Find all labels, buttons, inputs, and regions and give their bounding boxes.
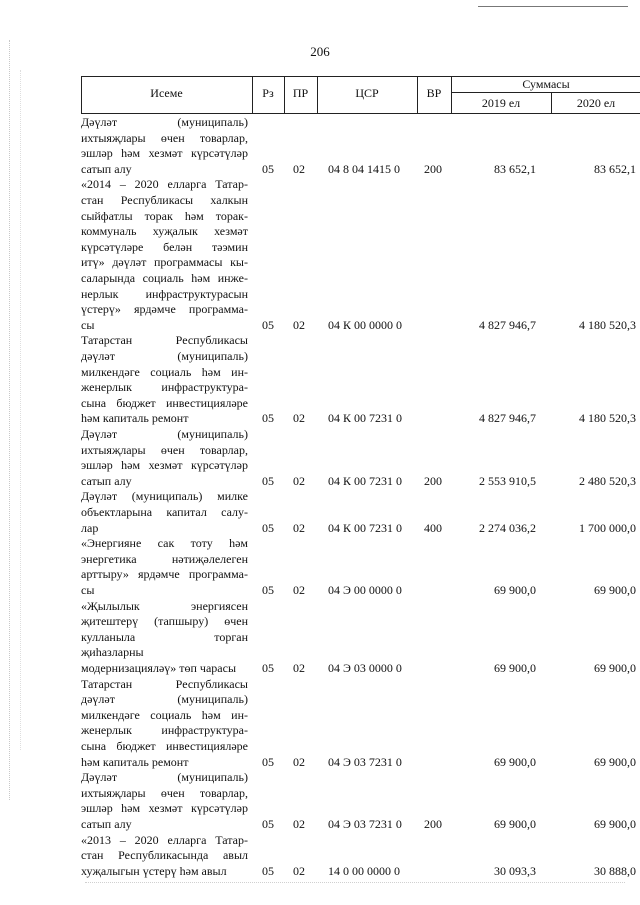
row-name-line: «2013 – 2020 елларга Татар- (81, 832, 248, 847)
row-name-line: эшләр һәм хезмәт күрсәтүләр (81, 801, 248, 816)
row-sum-2020: 69 900,0 (594, 816, 636, 831)
page-number: 206 (310, 44, 330, 59)
row-name (81, 536, 248, 598)
row-pr: 02 (293, 520, 305, 535)
row-sum-2020: 4 180 520,3 (579, 411, 636, 426)
row-name-line: Татарстан Республикасы (81, 333, 248, 348)
row-name-line: стан Республикасы халкын (81, 192, 248, 207)
row-csr: 04 К 00 7231 0 (328, 411, 403, 426)
row-rz: 05 (262, 863, 274, 878)
row-sum-2020: 69 900,0 (594, 660, 636, 675)
row-rz: 05 (262, 816, 274, 831)
row-rz: 05 (262, 754, 274, 769)
table-row (0, 677, 640, 771)
row-name (81, 489, 248, 536)
row-sum-2019: 69 900,0 (494, 816, 536, 831)
row-sum-2019: 2 553 910,5 (479, 473, 536, 488)
row-name (81, 833, 248, 880)
row-name-line: сыйфатлы торак һәм торак- (81, 208, 248, 223)
row-sum-2019: 4 827 946,7 (479, 411, 536, 426)
row-sum-2019: 2 274 036,2 (479, 520, 536, 535)
row-sum-2019: 69 900,0 (494, 660, 536, 675)
row-name-line: сатып алу (81, 816, 132, 831)
row-name-line: ихтыяҗлары өчен товарлар, (81, 442, 248, 457)
row-csr: 04 К 00 7231 0 (328, 473, 403, 488)
row-name-line: энергетика нәтиҗәлелеген (81, 551, 248, 566)
row-name-line: Дәүләт (муниципаль) (81, 115, 248, 129)
row-name-line: Дәүләт (муниципаль) милке (81, 489, 248, 504)
table-row (0, 177, 640, 333)
row-name-line: Татарстан Республикасы (81, 676, 248, 691)
row-name-line: үстерү» ярдәмче программа- (81, 302, 248, 317)
row-name-line: модернизацияләү» төп чарасы (81, 660, 237, 675)
row-pr: 02 (293, 473, 305, 488)
row-name-line: Дәүләт (муниципаль) (81, 427, 248, 441)
row-name (81, 333, 248, 427)
header-csr: ЦСР (355, 86, 379, 100)
header-year-2019: 2019 ел (481, 96, 521, 110)
row-name-line: милкендәге социаль һәм ин- (81, 707, 248, 722)
row-vr: 400 (424, 520, 442, 535)
row-pr: 02 (293, 754, 305, 769)
header-year-2020: 2020 ел (576, 96, 616, 110)
header-pr: ПР (292, 86, 309, 100)
row-sum-2019: 30 093,3 (494, 863, 536, 878)
row-sum-2020: 1 700 000,0 (579, 520, 636, 535)
row-csr: 04 8 04 1415 0 (328, 161, 400, 176)
row-csr: 04 Э 00 0000 0 (328, 582, 402, 597)
row-name-line: арттыру» ярдәмче программа- (81, 567, 248, 582)
header-rz: Рз (262, 86, 274, 100)
row-name (81, 770, 248, 832)
row-rz: 05 (262, 317, 274, 332)
row-name (81, 177, 248, 333)
row-sum-2020: 2 480 520,3 (579, 473, 636, 488)
top-rule (478, 6, 628, 7)
row-rz: 05 (262, 161, 274, 176)
row-csr: 04 К 00 0000 0 (328, 317, 403, 332)
row-name-line: эшләр һәм хезмәт күрсәтүләр (81, 458, 248, 473)
row-name-line: лар (81, 520, 99, 535)
row-name-line: күрсәтүләре белән тәэмин (81, 239, 248, 254)
row-csr: 14 0 00 0000 0 (328, 863, 400, 878)
row-csr: 04 Э 03 7231 0 (328, 816, 402, 831)
row-name-line: дәүләт (муниципаль) (81, 348, 248, 363)
row-name-line: сына бюджет инвестицияләре (81, 738, 248, 753)
row-pr: 02 (293, 660, 305, 675)
table-row (0, 115, 640, 177)
row-csr: 04 К 00 7231 0 (328, 520, 403, 535)
header-name: Исеме (150, 86, 183, 100)
row-name-line: милкендәге социаль һәм ин- (81, 364, 248, 379)
row-name-line: женерлык инфраструктура- (81, 723, 248, 738)
row-pr: 02 (293, 863, 305, 878)
row-name-line: сатып алу (81, 161, 132, 176)
table-row (0, 833, 640, 880)
row-sum-2019: 83 652,1 (494, 161, 536, 176)
table-row (0, 770, 640, 832)
table-row (0, 427, 640, 489)
row-name-line: сы (81, 582, 95, 597)
row-name-line: ихтыяҗлары өчен товарлар, (81, 130, 248, 145)
row-rz: 05 (262, 520, 274, 535)
row-name-line: «Җылылык энергиясен (81, 598, 248, 613)
row-name-line: җитештерү (тапшыру) өчен (81, 614, 248, 629)
row-pr: 02 (293, 816, 305, 831)
row-pr: 02 (293, 317, 305, 332)
row-csr: 04 Э 03 7231 0 (328, 754, 402, 769)
row-name-line: саларында социаль һәм инже- (81, 270, 248, 285)
row-name (81, 677, 248, 771)
row-name-line: хуҗалыгын үстерү һәм авыл (81, 863, 227, 878)
row-sum-2020: 4 180 520,3 (579, 317, 636, 332)
row-name-line: Дәүләт (муниципаль) (81, 770, 248, 785)
row-name-line: стан Республикасында авыл (81, 848, 248, 863)
row-name-line: һәм капиталь ремонт (81, 754, 189, 769)
row-vr: 200 (424, 473, 442, 488)
table-row (0, 333, 640, 427)
row-name-line: ихтыяҗлары өчен товарлар, (81, 785, 248, 800)
row-sum-2019: 4 827 946,7 (479, 317, 536, 332)
row-name-line: «2014 – 2020 елларга Татар- (81, 177, 248, 192)
row-sum-2019: 69 900,0 (494, 582, 536, 597)
row-name-line: җиһазларны (81, 645, 144, 660)
row-name-line: сы (81, 317, 95, 332)
row-name (81, 599, 248, 677)
row-rz: 05 (262, 660, 274, 675)
row-sum-2019: 69 900,0 (494, 754, 536, 769)
bottom-scan-marks (85, 882, 625, 883)
header-sums: Суммасы (522, 77, 570, 91)
row-name (81, 115, 248, 177)
table-header (81, 76, 640, 114)
row-name-line: һәм капиталь ремонт (81, 411, 189, 426)
row-vr: 200 (424, 816, 442, 831)
row-name-line: коммуналь хуҗалык хезмәт (81, 224, 248, 239)
header-vr: ВР (426, 86, 442, 100)
row-name-line: объектларына капитал салу- (81, 504, 248, 519)
row-rz: 05 (262, 411, 274, 426)
row-name-line: нерлык инфраструктурасын (81, 286, 248, 301)
row-pr: 02 (293, 161, 305, 176)
row-rz: 05 (262, 582, 274, 597)
row-pr: 02 (293, 582, 305, 597)
row-name-line: кулланыла торган (81, 629, 248, 644)
row-name-line: дәүләт (муниципаль) (81, 692, 248, 707)
row-pr: 02 (293, 411, 305, 426)
row-name-line: сына бюджет инвестицияләре (81, 395, 248, 410)
table-row (0, 536, 640, 598)
row-name (81, 427, 248, 489)
table-row (0, 599, 640, 677)
row-sum-2020: 83 652,1 (594, 161, 636, 176)
row-name-line: женерлык инфраструктура- (81, 380, 248, 395)
row-sum-2020: 69 900,0 (594, 582, 636, 597)
row-sum-2020: 30 888,0 (594, 863, 636, 878)
row-name-line: сатып алу (81, 473, 132, 488)
row-name-line: итү» дәүләт программасы кы- (81, 255, 248, 270)
table-row (0, 489, 640, 536)
row-name-line: «Энергияне сак тоту һәм (81, 536, 248, 551)
row-name-line: эшләр һәм хезмәт күрсәтүләр (81, 146, 248, 161)
row-sum-2020: 69 900,0 (594, 754, 636, 769)
row-rz: 05 (262, 473, 274, 488)
row-vr: 200 (424, 161, 442, 176)
row-csr: 04 Э 03 0000 0 (328, 660, 402, 675)
